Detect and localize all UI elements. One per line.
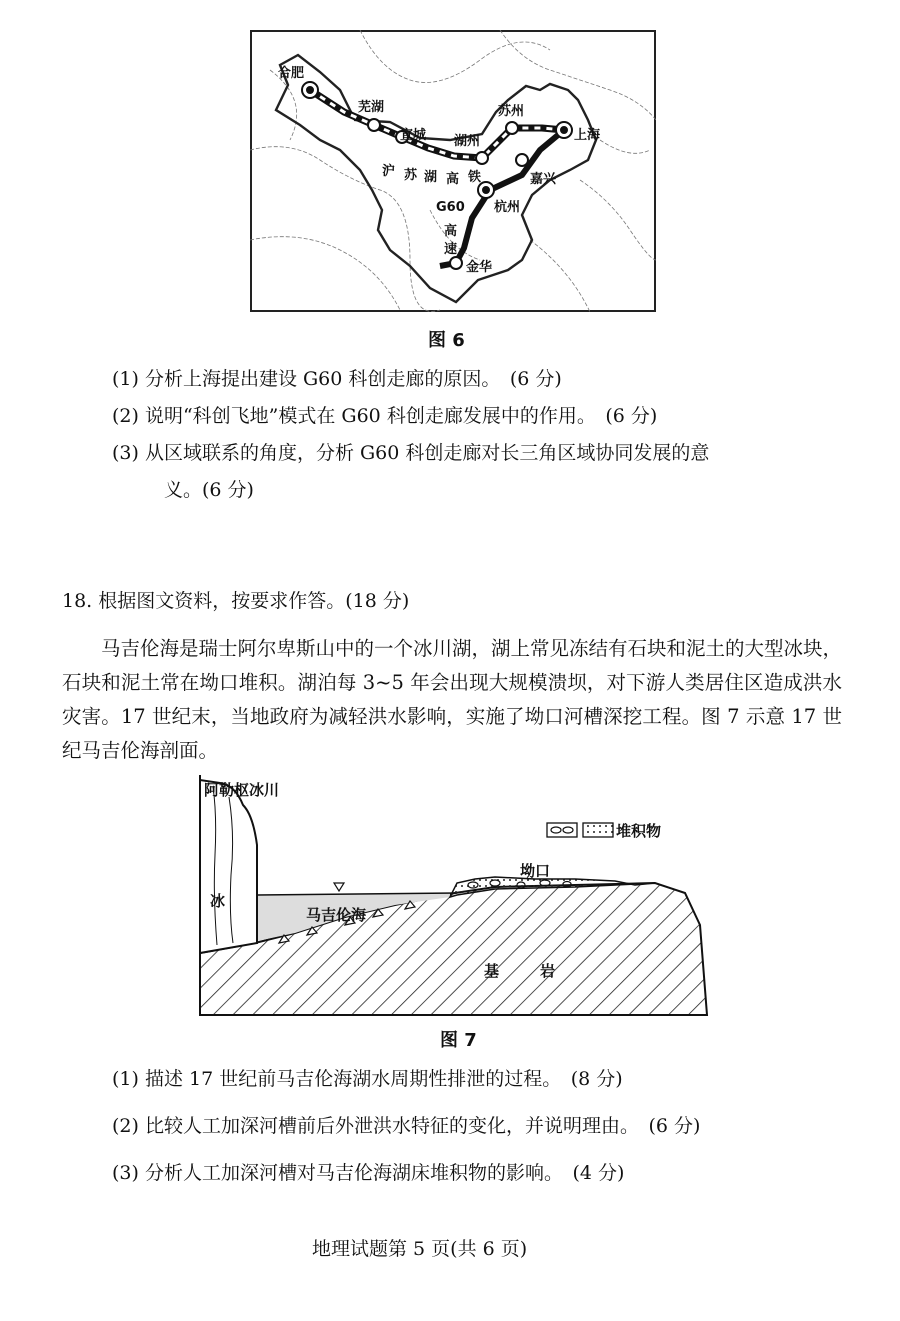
- q18-sub1: (1) 描述 17 世纪前马吉伦海湖水周期性排泄的过程。 (8 分): [112, 1068, 623, 1090]
- fig7-bedrock-label-1: 基: [484, 962, 500, 980]
- q18-sub3: (3) 分析人工加深河槽对马吉伦海湖床堆积物的影响。 (4 分): [112, 1162, 625, 1184]
- rail-label-5: 铁: [468, 170, 482, 185]
- rail-label-3: 湖: [424, 170, 438, 185]
- q18-heading: 18. 根据图文资料，按要求作答。(18 分): [62, 590, 410, 612]
- figure-7-section: [195, 775, 720, 1023]
- q18-paragraph: 马吉伦海是瑞士阿尔卑斯山中的一个冰川湖，湖上常见冻结有石块和泥土的大型冰块，石块和泥土常在坳口堆积。湖泊每 3~5 年会出现大规模溃坝，对下游人类居住区造成洪水灾害。17 世纪末，当地政府为减轻洪水影响，实施了坳口河槽深挖工程。图 7 示意 17 世纪马吉伦海剖面。: [62, 637, 843, 762]
- fig7-ice-label: 冰: [210, 892, 226, 910]
- map-city-jinhua: 金华: [466, 260, 493, 275]
- map-city-wuhu: 芜湖: [358, 100, 385, 115]
- q17-sub3-line1: (3) 从区域联系的角度，分析 G60 科创走廊对长三角区域协同发展的意: [112, 442, 710, 464]
- fig7-lake-label: 马吉伦海: [306, 906, 367, 924]
- q18-sub2: (2) 比较人工加深河槽前后外泄洪水特征的变化，并说明理由。 (6 分): [112, 1115, 701, 1137]
- highway-label-3: 速: [444, 242, 458, 257]
- map-city-jiaxing: 嘉兴: [530, 172, 557, 187]
- map-city-suzhou: 苏州: [498, 104, 525, 119]
- map-city-xuancheng: 宣城: [400, 128, 427, 143]
- highway-label-g60: G60: [436, 200, 465, 215]
- map-city-hangzhou: 杭州: [494, 200, 521, 215]
- rail-label-2: 苏: [404, 168, 418, 183]
- highway-label-2: 高: [444, 224, 458, 239]
- q17-sub2: (2) 说明“科创飞地”模式在 G60 科创走廊发展中的作用。 (6 分): [112, 405, 658, 427]
- fig7-bedrock-label-2: 岩: [540, 962, 556, 980]
- fig7-glacier-label: 阿勒枢冰川: [204, 781, 280, 799]
- rail-label-4: 高: [446, 172, 460, 187]
- q17-sub1: (1) 分析上海提出建设 G60 科创走廊的原因。 (6 分): [112, 368, 562, 390]
- map-city-hefei: 合肥: [278, 66, 305, 81]
- rail-label-1: 沪: [382, 164, 396, 179]
- page-footer: 地理试题第 5 页(共 6 页): [312, 1238, 528, 1260]
- figure-6-caption: 图 6: [428, 330, 465, 351]
- q17-sub3-line2: 义。(6 分): [164, 479, 254, 501]
- figure-7-caption: 图 7: [440, 1030, 477, 1051]
- map-city-shanghai: 上海: [574, 128, 601, 143]
- fig7-legend-label: 堆积物: [616, 822, 662, 840]
- map-city-huzhou: 湖州: [454, 134, 481, 149]
- fig7-col-label: 坳口: [520, 862, 551, 880]
